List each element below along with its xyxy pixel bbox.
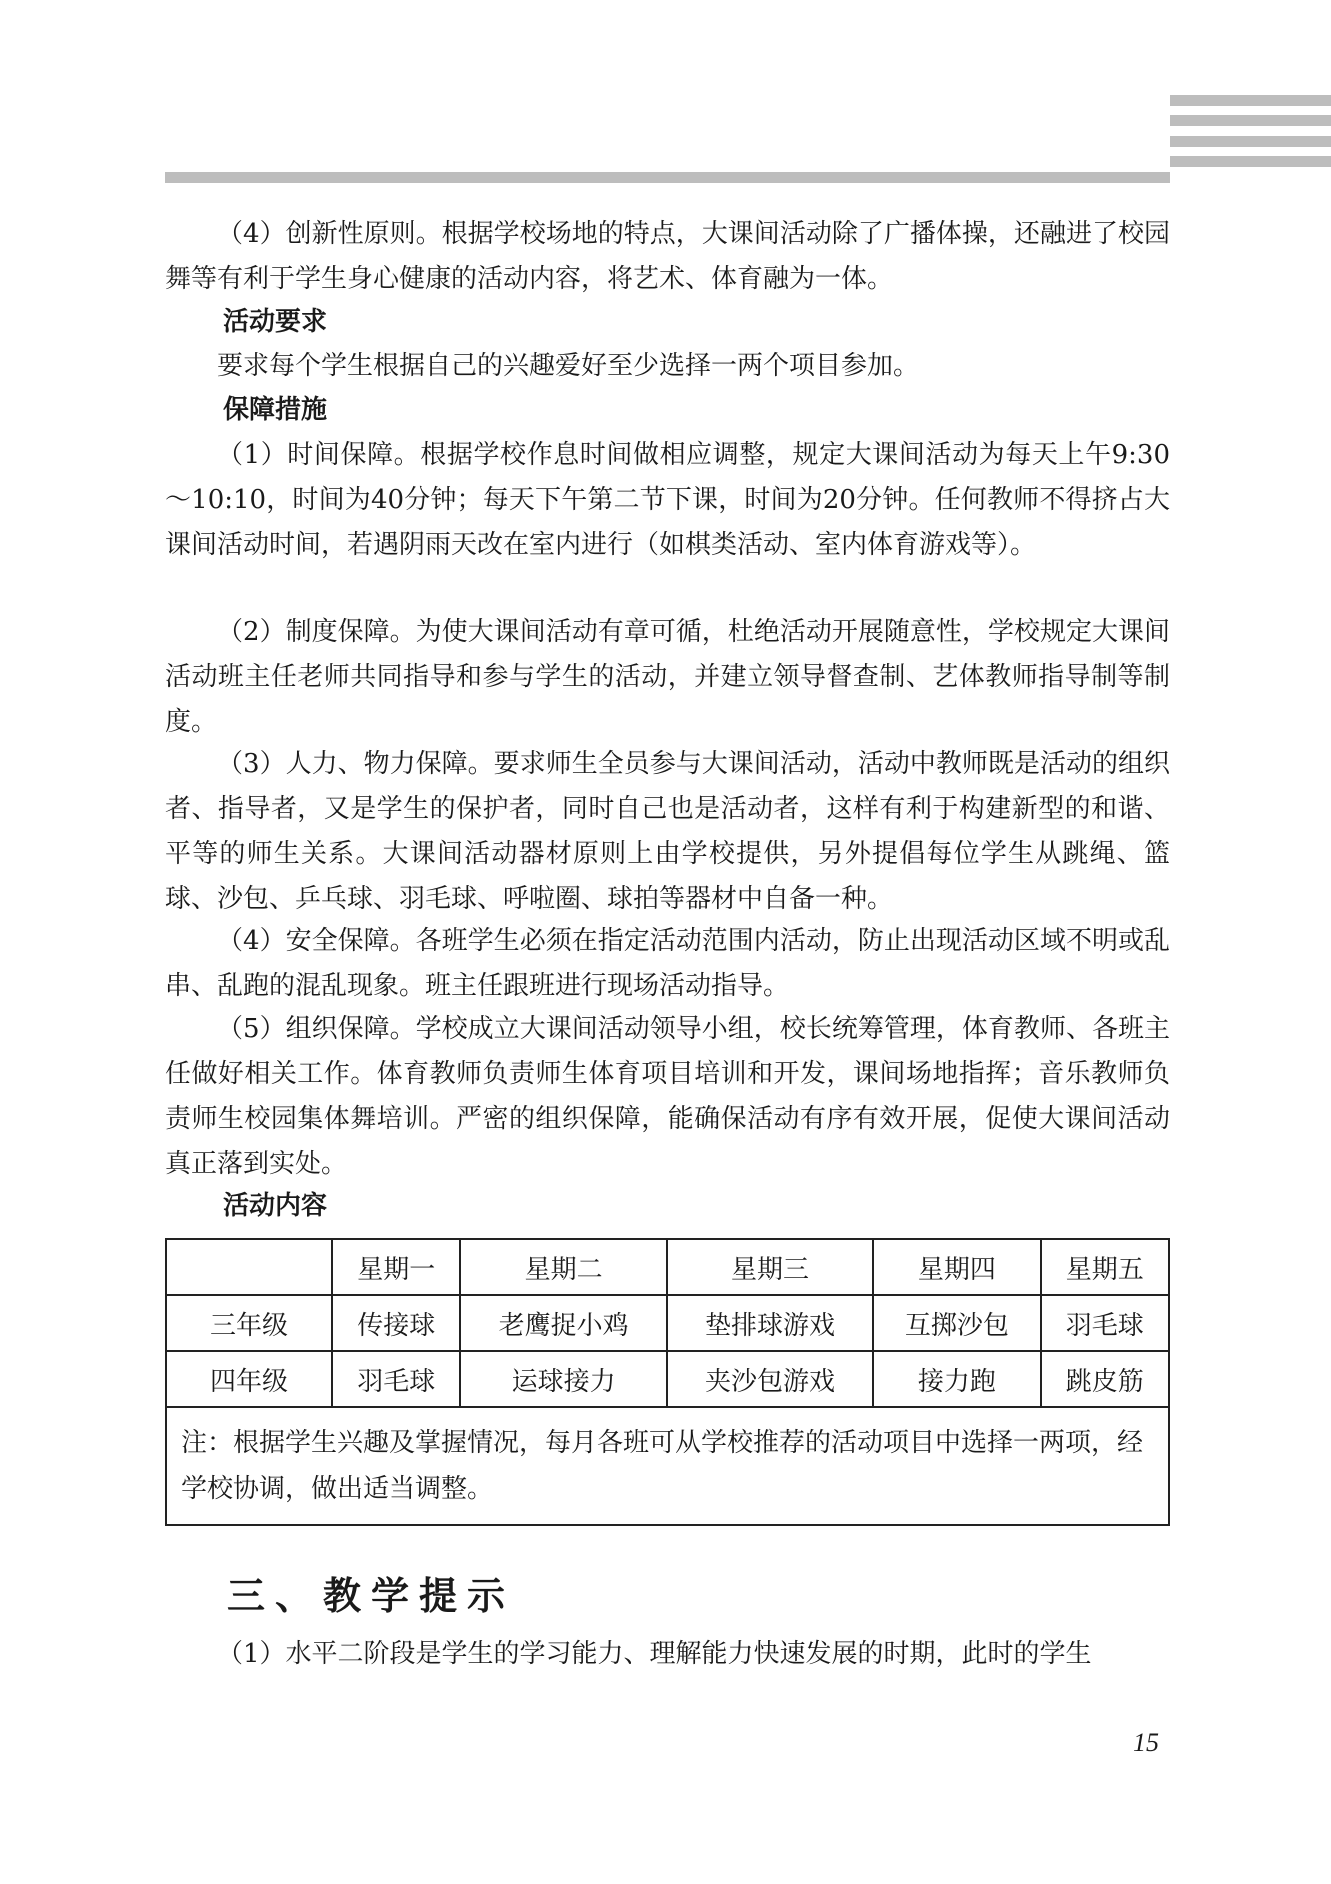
header-stripe-1 xyxy=(1170,95,1331,106)
day-header: 星期五 xyxy=(1041,1239,1169,1295)
activity-cell: 垫排球游戏 xyxy=(667,1295,873,1351)
table-header-row xyxy=(166,1239,1169,1295)
section-title-teaching-tips: 三、教学提示 xyxy=(227,1574,516,1618)
header-stripe-3 xyxy=(1170,136,1331,147)
paragraph-resource-guarantee: （3）人力、物力保障。要求师生全员参与大课间活动，活动中教师既是活动的组织者、指导者，又是学生的保护者，同时自己也是活动者，这样有利于构建新型的和谐、平等的师生关系。大课间活动器材原则上由学校提供，另外提倡每位学生从跳绳、篮球、沙包、乒乓球、羽毛球、呼啦圈、球拍等器材中自备一种。 xyxy=(165,749,1170,914)
header-stripe-2 xyxy=(1170,115,1331,126)
heading-guarantee-measures: 保障措施 xyxy=(223,395,328,425)
table-row xyxy=(166,1351,1169,1407)
day-header: 星期一 xyxy=(332,1239,460,1295)
activity-cell: 跳皮筋 xyxy=(1041,1351,1169,1407)
day-header: 星期四 xyxy=(873,1239,1040,1295)
table-row xyxy=(166,1295,1169,1351)
heading-activity-requirements: 活动要求 xyxy=(223,307,328,337)
header-rule xyxy=(165,172,1170,183)
activity-cell: 夹沙包游戏 xyxy=(667,1351,873,1407)
paragraph-safety-guarantee: （4）安全保障。各班学生必须在指定活动范围内活动，防止出现活动区域不明或乱串、乱跑的混乱现象。班主任跟班进行现场活动指导。 xyxy=(165,926,1170,1001)
header-stripe-4 xyxy=(1170,156,1331,167)
table-note: 注：根据学生兴趣及掌握情况，每月各班可从学校推荐的活动项目中选择一两项，经学校协调，做出适当调整。 xyxy=(166,1407,1169,1525)
paragraph-system-guarantee: （2）制度保障。为使大课间活动有章可循，杜绝活动开展随意性，学校规定大课间活动班主任老师共同指导和参与学生的活动，并建立领导督查制、艺体教师指导制等制度。 xyxy=(165,617,1170,737)
activity-cell: 羽毛球 xyxy=(1041,1295,1169,1351)
heading-activity-content: 活动内容 xyxy=(223,1191,328,1221)
page-number: 15 xyxy=(1133,1728,1159,1757)
paragraph-requirements: 要求每个学生根据自己的兴趣爱好至少选择一两个项目参加。 xyxy=(217,351,920,381)
paragraph-innovation-principle: （4）创新性原则。根据学校场地的特点，大课间活动除了广播体操，还融进了校园舞等有利于学生身心健康的活动内容，将艺术、体育融为一体。 xyxy=(165,219,1170,294)
activity-schedule-table xyxy=(165,1238,1170,1526)
activity-cell: 互掷沙包 xyxy=(873,1295,1040,1351)
activity-cell: 羽毛球 xyxy=(332,1351,460,1407)
grade-label: 四年级 xyxy=(166,1351,332,1407)
day-header: 星期二 xyxy=(460,1239,666,1295)
paragraph-organization-guarantee: （5）组织保障。学校成立大课间活动领导小组，校长统筹管理，体育教师、各班主任做好相关工作。体育教师负责师生体育项目培训和开发，课间场地指挥；音乐教师负责师生校园集体舞培训。严密的组织保障，能确保活动有序有效开展，促使大课间活动真正落到实处。 xyxy=(165,1014,1170,1179)
activity-cell: 运球接力 xyxy=(460,1351,666,1407)
activity-cell: 传接球 xyxy=(332,1295,460,1351)
paragraph-teaching-tip-1: （1）水平二阶段是学生的学习能力、理解能力快速发展的时期，此时的学生 xyxy=(217,1639,1092,1669)
activity-cell: 老鹰捉小鸡 xyxy=(460,1295,666,1351)
table-corner-cell xyxy=(166,1239,332,1295)
day-header: 星期三 xyxy=(667,1239,873,1295)
table-note-row xyxy=(166,1407,1169,1525)
paragraph-time-guarantee: （1）时间保障。根据学校作息时间做相应调整，规定大课间活动为每天上午9:30～10:10，时间为40分钟；每天下午第二节下课，时间为20分钟。任何教师不得挤占大课间活动时间，若遇阴雨天改在室内进行（如棋类活动、室内体育游戏等）。 xyxy=(165,440,1170,560)
activity-cell: 接力跑 xyxy=(873,1351,1040,1407)
grade-label: 三年级 xyxy=(166,1295,332,1351)
